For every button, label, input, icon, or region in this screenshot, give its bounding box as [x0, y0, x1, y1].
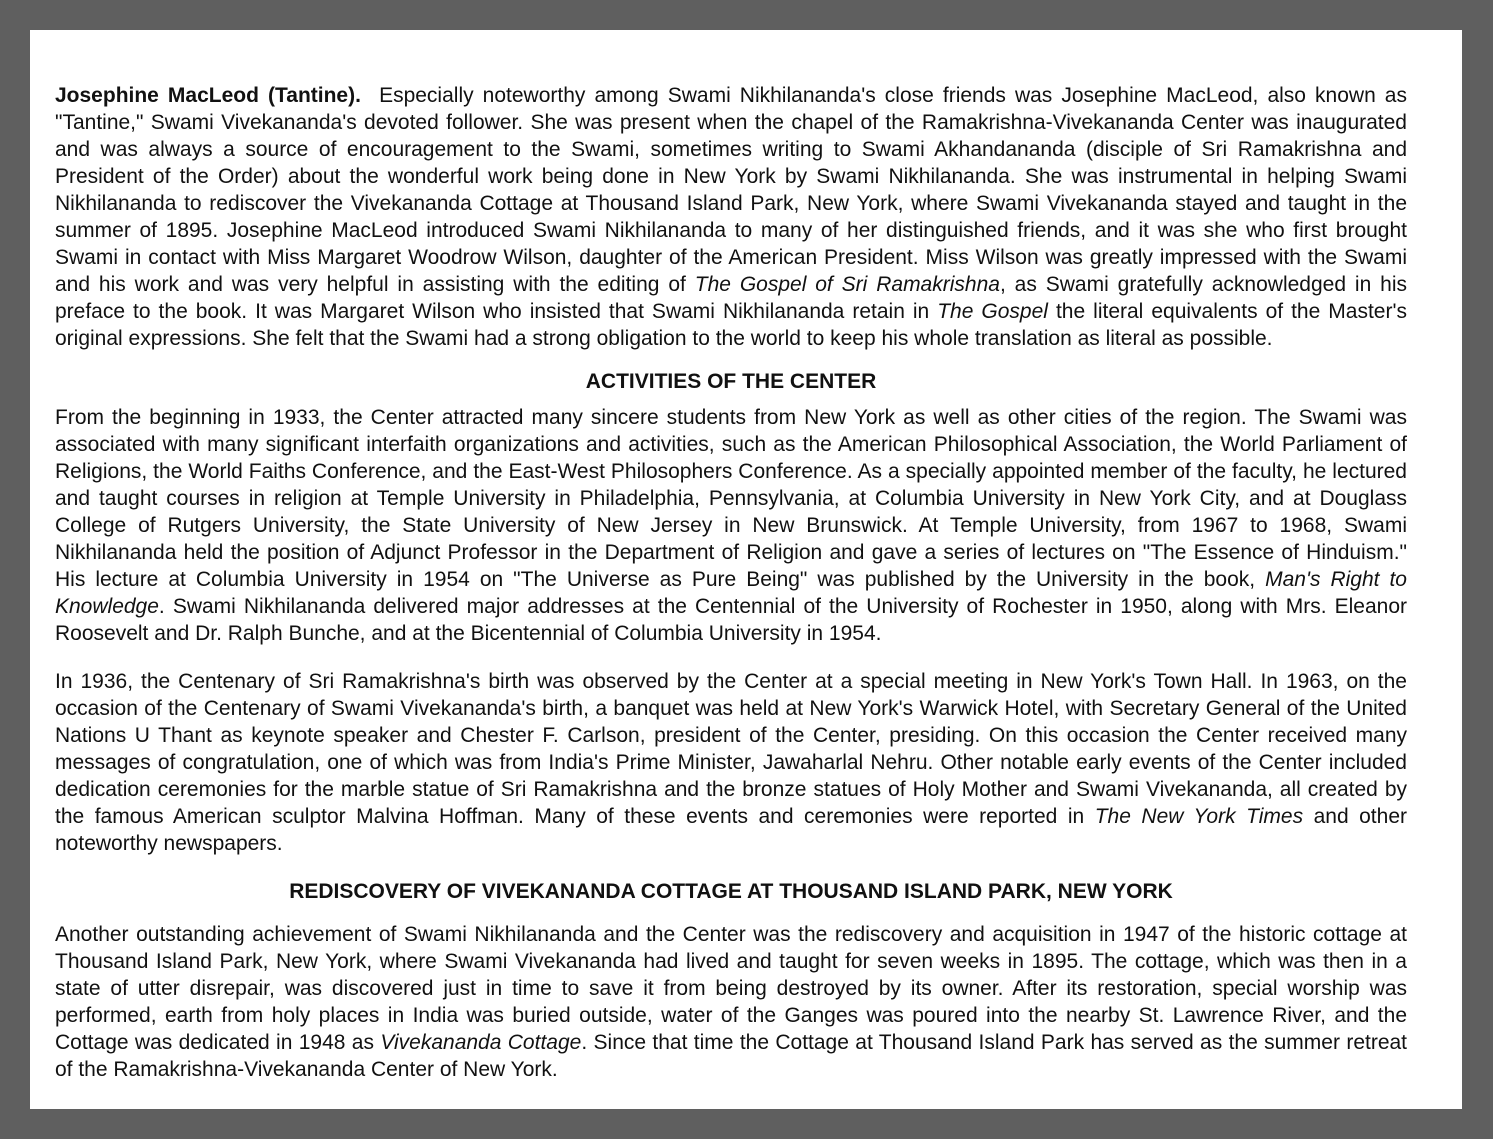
paragraph-text: Especially noteworthy among Swami Nikhilananda's close friends was Josephine MacLeod, also known as "Tantine," Swami Vivekananda's devoted follower. She was present when the chapel of the Ramakrishna-Vivekananda Center was inaugurated and was always a source of encouragement to the Swami, sometimes writing to Swami Akhandananda (disciple of Sri Ramakrishna and President of the Order) about the wonderful work being done in New York by Swami Nikhilananda. She was instrumental in helping Swami Nikhilananda to rediscover the Vivekananda Cottage at Thousand Island Park, New York, where Swami Vivekananda stayed and taught in the summer of 1895. Josephine MacLeod introduced Swami Nikhilananda to many of her distinguished friends, and it was she who first brought Swami in contact with Miss Margaret Woodrow Wilson, daughter of the American President. Miss Wilson was greatly impressed with the Swami and his work and was very helpful in assisting with the editing of — [55, 84, 1407, 296]
paragraph-text: . Since that time the Cottage at Thousand Island Park has served as the summer retreat of the Ramakrishna-Vivekananda Center of New York. — [55, 1031, 1408, 1081]
paragraph-text: and other noteworthy newspapers. — [55, 805, 1407, 855]
newspaper-title-italic: The New York Times — [1094, 805, 1304, 828]
paragraph-rediscovery — [55, 921, 1407, 1083]
document-page — [30, 30, 1462, 1109]
paragraph-text: , as Swami gratefully acknowledged in his preface to the book. It was Margaret Wilson who insisted that Swami Nikhilananda retain in — [55, 273, 1407, 323]
book-title-italic: The Gospel — [937, 300, 1048, 323]
paragraph-text: In 1936, the Centenary of Sri Ramakrishna's birth was observed by the Center at a special meeting in New York's Town Hall. In 1963, on the occasion of the Centenary of Swami Vivekananda's birth, a banquet was held at New York's Warwick Hotel, with Secretary General of the United Nations U Thant as keynote speaker and Chester F. Carlson, president of the Center, presiding. On this occasion the Center received many messages of congratulation, one of which was from India's Prime Minister, Jawaharlal Nehru. Other notable early events of the Center included dedication ceremonies for the marble statue of Sri Ramakrishna and the bronze statues of Holy Mother and Swami Vivekananda, all created by the famous American sculptor Malvina Hoffman. Many of these events and ceremonies were reported in — [55, 670, 1407, 828]
paragraph-activities-2 — [55, 668, 1407, 857]
heading-activities: ACTIVITIES OF THE CENTER — [585, 370, 877, 393]
paragraph-activities-1 — [55, 404, 1407, 647]
paragraph-lead-bold: Josephine MacLeod (Tantine). — [55, 84, 361, 107]
book-title-italic: Man's Right to Knowledge — [55, 568, 1407, 618]
paragraph-josephine-macleod — [55, 82, 1407, 352]
book-title-italic: The Gospel of Sri Ramakrishna — [694, 273, 1000, 296]
paragraph-text: the literal equivalents of the Master's original expressions. She felt that the Swami had a strong obligation to the world to keep his whole translation as literal as possible. — [55, 300, 1407, 350]
heading-rediscovery: REDISCOVERY OF VIVEKANANDA COTTAGE AT THOUSAND ISLAND PARK, NEW YORK — [289, 880, 1173, 903]
paragraph-text: Another outstanding achievement of Swami Nikhilananda and the Center was the rediscovery and acquisition in 1947 of the historic cottage at Thousand Island Park, New York, where Swami Vivekananda had lived and taught for seven weeks in 1895. The cottage, which was then in a state of utter disrepair, was discovered just in time to save it from being destroyed by its owner. After its restoration, special worship was performed, earth from holy places in India was buried outside, water of the Ganges was poured into the nearby St. Lawrence River, and the Cottage was dedicated in 1948 as — [55, 923, 1407, 1054]
cottage-name-italic: Vivekananda Cottage — [380, 1031, 582, 1054]
paragraph-text: From the beginning in 1933, the Center attracted many sincere students from New York as well as other cities of the region. The Swami was associated with many significant interfaith organizations and activities, such as the American Philosophical Association, the World Parliament of Religions, the World Faiths Conference, and the East-West Philosophers Conference. As a specially appointed member of the faculty, he lectured and taught courses in religion at Temple University in Philadelphia, Pennsylvania, at Columbia University in New York City, and at Douglass College of Rutgers University, the State University of New Jersey in New Brunswick. At Temple University, from 1967 to 1968, Swami Nikhilananda held the position of Adjunct Professor in the Department of Religion and gave a series of lectures on "The Essence of Hinduism." His lecture at Columbia University in 1954 on "The Universe as Pure Being" was published by the University in the book, — [55, 406, 1407, 591]
paragraph-text: . Swami Nikhilananda delivered major addresses at the Centennial of the University of Rochester in 1950, along with Mrs. Eleanor Roosevelt and Dr. Ralph Bunche, and at the Bicentennial of Columbia University in 1954. — [55, 595, 1407, 645]
